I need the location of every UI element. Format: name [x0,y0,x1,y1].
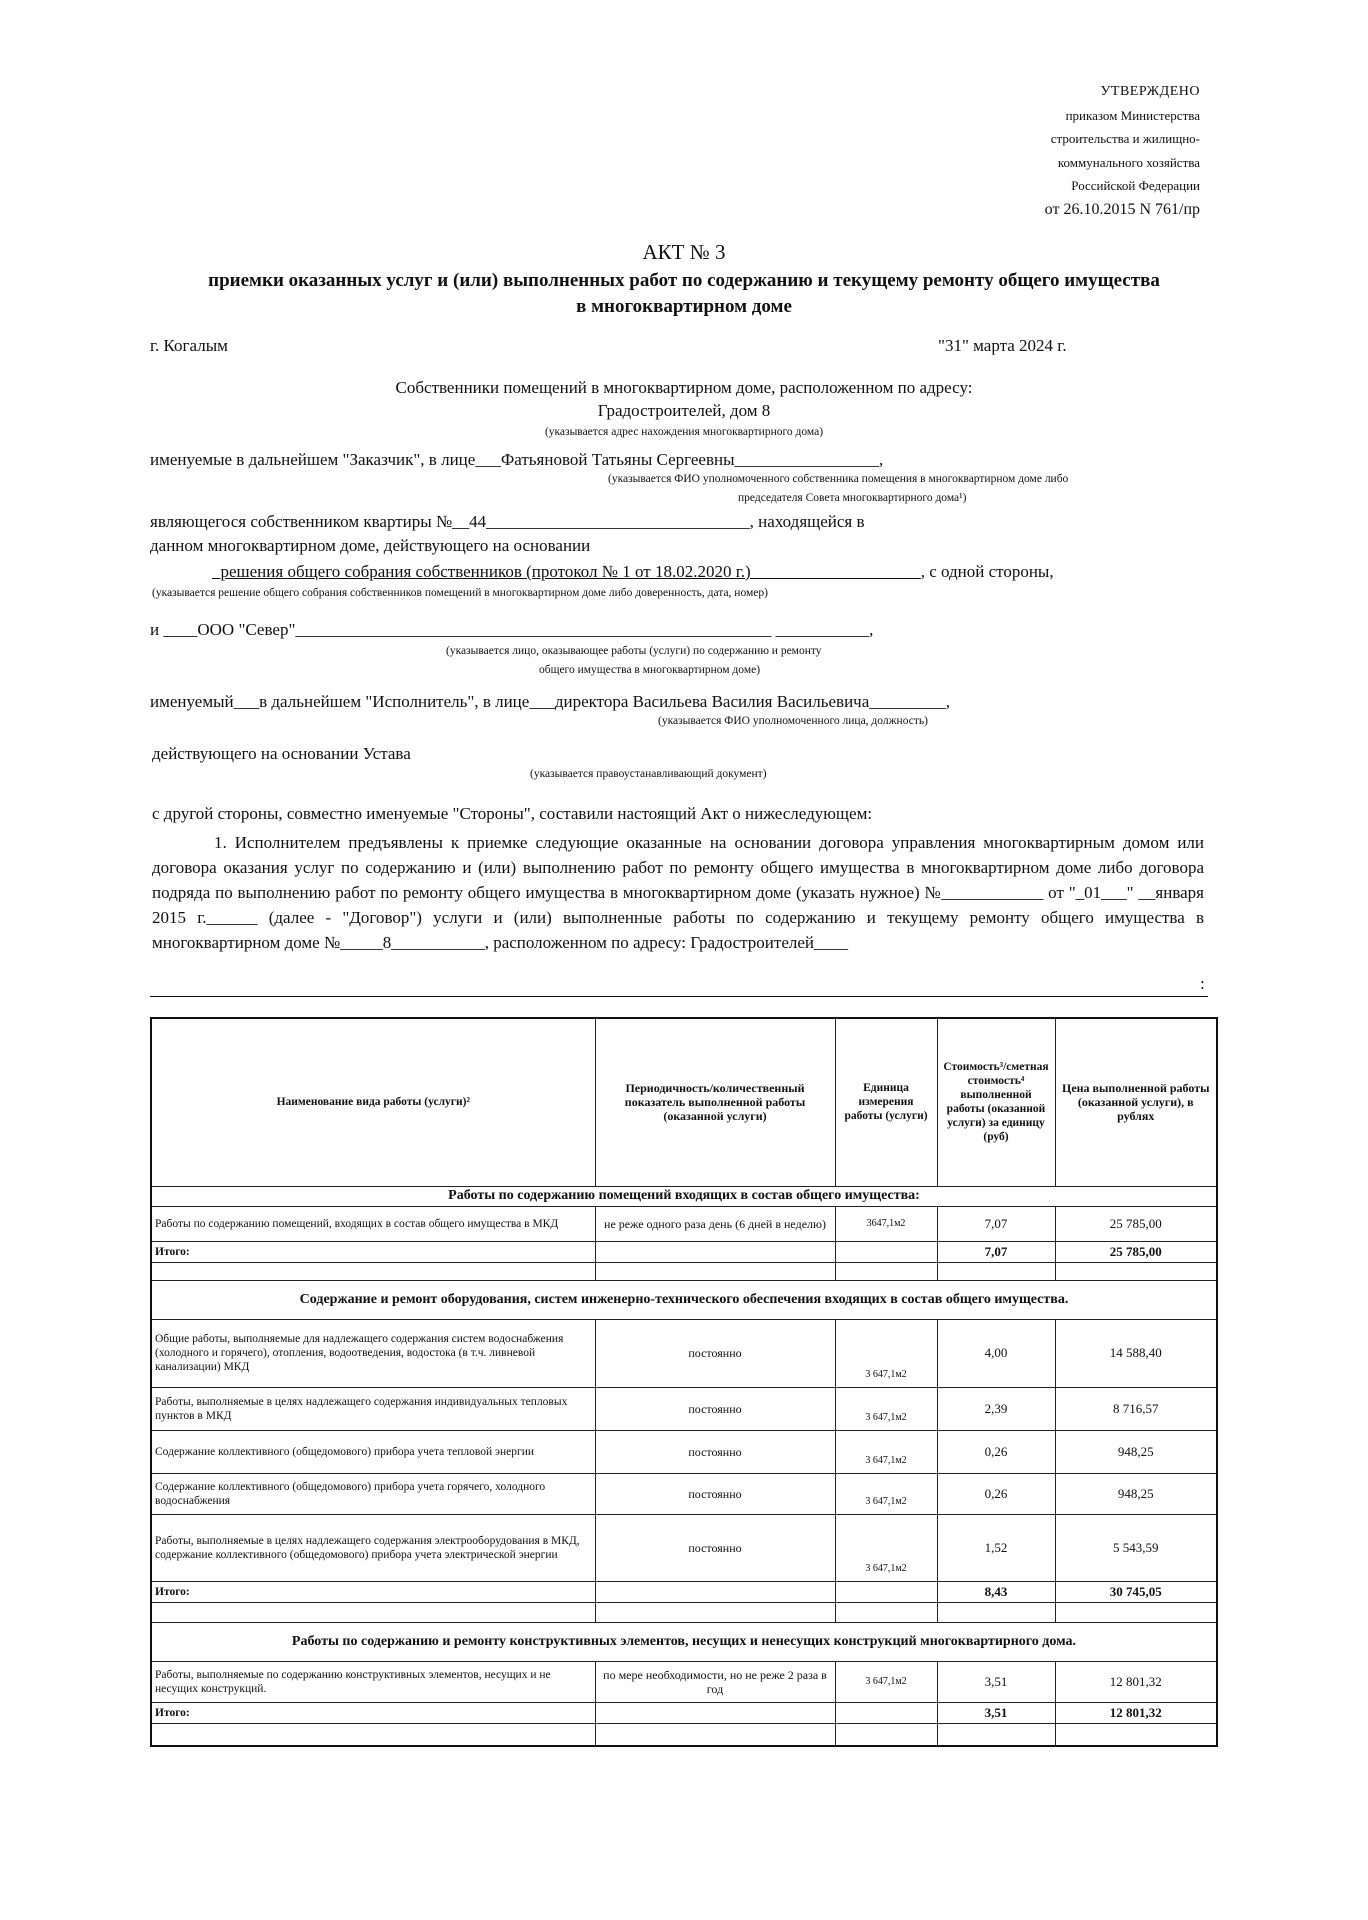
customer-hint: (указывается ФИО уполномоченного собственника помещения в многоквартирном доме либо [608,473,1069,485]
total-label: Итого: [151,1242,595,1263]
table-row [151,1319,1217,1387]
table-row [151,1514,1217,1582]
cell-price: 12 801,32 [1055,1662,1217,1703]
total-label: Итого: [151,1582,595,1603]
contractor-prefix: и [150,620,160,639]
cell-period: постоянно [595,1473,835,1514]
empty-row [151,1723,1217,1746]
act-title: АКТ № 3 [642,240,726,264]
contractor-hint: (указывается лицо, оказывающее работы (услуги) по содержанию и ремонту [446,645,822,657]
customer-prefix: именуемые в дальнейшем "Заказчик", в лице [150,450,476,469]
address-underline [150,996,1208,997]
cell-period: не реже одного раза день (6 дней в неделю) [595,1207,835,1242]
cell-price: 8 716,57 [1055,1387,1217,1430]
empty-row [151,1262,1217,1280]
cell-period: постоянно [595,1319,835,1387]
executor-prefix: именуемый [150,692,234,711]
header-price: Цена выполненной работы (оказанной услуги), в рублях [1055,1018,1217,1186]
empty-cell [835,1703,937,1724]
basis-suffix: , с одной стороны, [920,562,1054,581]
total-price: 12 801,32 [1055,1703,1217,1724]
cell-work-name: Содержание коллективного (общедомового) прибора учета горячего, холодного водоснабжения [151,1473,595,1514]
contractor-hint-2: общего имущества в многоквартирном доме) [539,664,761,676]
cell-price: 948,25 [1055,1473,1217,1514]
table-header-row [151,1018,1217,1186]
cell-cost: 2,39 [937,1387,1055,1430]
empty-row [151,1602,1217,1623]
empty-cell [835,1582,937,1603]
house-address: Градостроителей, дом 8 [597,401,771,420]
empty-cell [835,1242,937,1263]
customer-hint-2: председателя Совета многоквартирного дома¹) [738,492,967,504]
basis-line-2 [212,562,1054,582]
cell-period: постоянно [595,1430,835,1473]
total-cost: 3,51 [937,1703,1055,1724]
cell-price: 14 588,40 [1055,1319,1217,1387]
approval-line: строительства и жилищно- [1050,131,1200,146]
empty-cell [595,1582,835,1603]
section-row [151,1623,1217,1662]
section-title: Работы по содержанию помещений входящих в состав общего имущества: [151,1186,1217,1207]
basis-line: данном многоквартирном доме, действующего на основании [150,536,591,555]
contractor-name: ____ООО "Север"________________________________________________________ ___________ [163,620,870,639]
section-row [151,1280,1217,1319]
cell-period: по мере необходимости, но не реже 2 раза в год [595,1662,835,1703]
approval-line: приказом Министерства [1065,107,1200,123]
address-hint: (указывается адрес нахождения многоквартирного дома) [544,426,824,438]
place: г. Когалым [150,336,228,355]
cell-price: 25 785,00 [1055,1207,1217,1242]
cell-unit: 3 647,1м2 [835,1473,937,1514]
header-period: Периодичность/количественный показатель выполненной работы (оказанной услуги) [595,1018,835,1186]
approval-order-date: от 26.10.2015 N 761/пр [1044,200,1200,218]
executor-hint: (указывается ФИО уполномоченного лица, должность) [658,715,928,727]
act-subtitle-2: в многоквартирном доме [576,296,792,317]
empty-cell [595,1242,835,1263]
section-row [151,1186,1217,1207]
cell-period: постоянно [595,1387,835,1430]
cell-period: постоянно [595,1514,835,1582]
section-title: Работы по содержанию и ремонту конструктивных элементов, несущих и ненесущих конструкций многоквартирного дома. [151,1623,1217,1662]
cell-work-name: Работы, выполняемые по содержанию конструктивных элементов, несущих и не несущих конструкций. [151,1662,595,1703]
contractor-suffix: , [869,620,874,639]
executor-middle: в дальнейшем "Исполнитель", в лице [259,692,530,711]
owners-line: Собственники помещений в многоквартирном доме, расположенном по адресу: [395,378,973,397]
cell-cost: 0,26 [937,1430,1055,1473]
act-date: "31" марта 2024 г. [938,336,1067,355]
owner-flat-suffix: , находящейся в [749,512,865,531]
owner-flat-prefix: являющегося собственником квартиры № [150,512,453,531]
flat-number: __44_______________________________ [452,512,750,531]
cell-unit: 3 647,1м2 [835,1514,937,1582]
total-label: Итого: [151,1703,595,1724]
cell-work-name: Содержание коллективного (общедомового) прибора учета тепловой энергии [151,1430,595,1473]
executor-suffix: , [945,692,951,711]
total-row [151,1703,1217,1724]
total-price: 30 745,05 [1055,1582,1217,1603]
other-side-line: с другой стороны, совместно именуемые "Стороны", составили настоящий Акт о нижеследующем: [152,804,873,823]
total-price: 25 785,00 [1055,1242,1217,1263]
customer-name: ___Фатьяновой Татьяны Сергеевны_________________, [475,450,884,469]
cell-cost: 7,07 [937,1207,1055,1242]
total-cost: 7,07 [937,1242,1055,1263]
acting-hint: (указывается правоустанавливающий документ) [530,768,767,780]
act-subtitle: приемки оказанных услуг и (или) выполненных работ по содержанию и текущему ремонту общего имущества [208,270,1160,291]
total-row [151,1242,1217,1263]
section-title: Содержание и ремонт оборудования, систем инженерно-технического обеспечения входящих в состав общего имущества. [151,1280,1217,1319]
table-row [151,1430,1217,1473]
cell-unit: 3647,1м2 [835,1207,937,1242]
approval-line: Российской Федерации [1071,178,1200,193]
approval-title: УТВЕРЖДЕНО [1100,84,1200,99]
contractor-line [150,620,873,640]
cell-unit: 3 647,1м2 [835,1387,937,1430]
cell-unit: 3 647,1м2 [835,1319,937,1387]
total-row [151,1582,1217,1603]
acting-basis: действующего на основании Устава [152,744,411,763]
cell-work-name: Общие работы, выполняемые для надлежащего содержания систем водоснабжения (холодного и горячего), отопления, водоотведения, водостока (в т.ч. ливневой канализации) МКД [151,1319,595,1387]
cell-work-name: Работы, выполняемые в целях надлежащего содержания электрооборудования в МКД, содержание коллективного (общедомового) прибора учета электрической энергии [151,1514,595,1582]
cell-cost: 1,52 [937,1514,1055,1582]
cell-unit: 3 647,1м2 [835,1662,937,1703]
cell-work-name: Работы, выполняемые в целях надлежащего содержания индивидуальных тепловых пунктов в МКД [151,1387,595,1430]
header-unit: Единица измерения работы (услуги) [835,1018,937,1186]
works-table [150,1017,1218,1747]
clause-1-colon: : [1200,974,1205,993]
customer-line [150,450,883,470]
header-cost: Стоимость³/сметная стоимость⁴ выполненной работы (оказанной услуги) за единицу (руб) [937,1018,1055,1186]
basis-value: _решения общего собрания собственников (протокол № 1 от 18.02.2020 г.)____________________ [212,562,921,581]
table-row [151,1662,1217,1703]
owner-flat-line [150,512,865,532]
executor-name: ___директора Васильева Василия Васильевича_________ [529,692,946,711]
executor-blank: ___ [233,692,260,711]
cell-price: 948,25 [1055,1430,1217,1473]
cell-cost: 0,26 [937,1473,1055,1514]
cell-work-name: Работы по содержанию помещений, входящих в состав общего имущества в МКД [151,1207,595,1242]
approval-line: коммунального хозяйства [1057,154,1200,170]
cell-unit: 3 647,1м2 [835,1430,937,1473]
cell-price: 5 543,59 [1055,1514,1217,1582]
clause-1: 1. Исполнителем предъявлены к приемке следующие оказанные на основании договора управления многоквартирным домом или договора оказания услуг по содержанию и (или) выполнению работ по ремонту общего имущества в многоквартирном доме либо договора подряда по выполнению работ по ремонту общего имущества в многоквартирном доме (указать нужное) №____________ от "_01___" __января 2015 г.______ (далее - "Договор") услуги и (или) выполненные работы по содержанию и текущему ремонту общего имущества в многоквартирном доме №_____8___________, расположенном по адресу: Градостроителей____ [152,833,1204,952]
executor-line [150,692,950,712]
total-cost: 8,43 [937,1582,1055,1603]
basis-hint: (указывается решение общего собрания собственников помещений в многоквартирном доме либо доверенность, дата, номер) [152,587,768,599]
cell-cost: 3,51 [937,1662,1055,1703]
cell-cost: 4,00 [937,1319,1055,1387]
header-name: Наименование вида работы (услуги)² [151,1018,595,1186]
table-row [151,1387,1217,1430]
empty-cell [595,1703,835,1724]
table-row [151,1207,1217,1242]
approval-block [1045,80,1200,221]
table-row [151,1473,1217,1514]
